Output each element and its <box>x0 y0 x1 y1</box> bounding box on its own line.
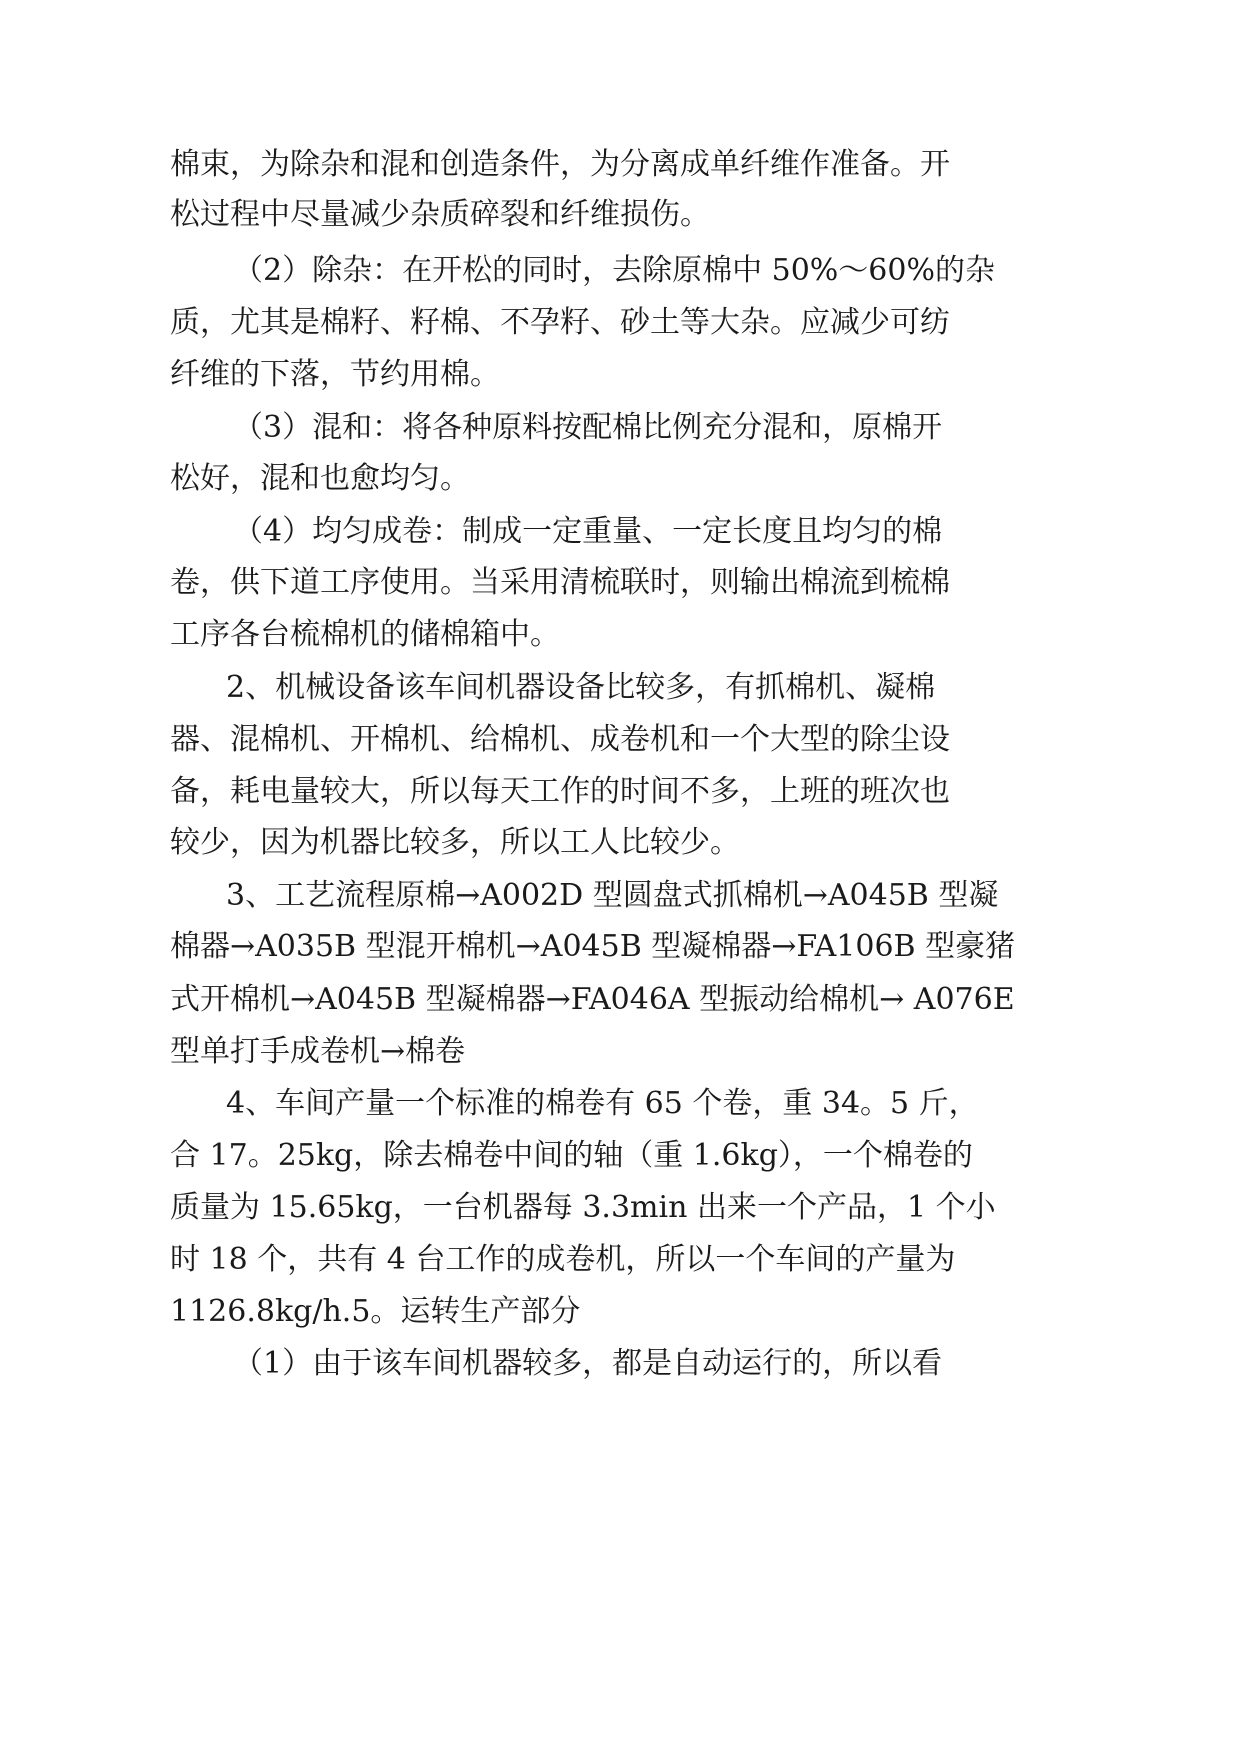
text-line: 2、机械设备该车间机器设备比较多，有抓棉机、凝棉 <box>226 670 936 705</box>
text-line: 棉束，为除杂和混和创造条件，为分离成单纤维作准备。开 <box>170 147 950 182</box>
text-line: （1）由于该车间机器较多，都是自动运行的，所以看 <box>233 1346 943 1381</box>
text-line: 工序各台梳棉机的储棉箱中。 <box>170 617 560 652</box>
text-line: 式开棉机→A045B 型凝棉器→FA046A 型振动给棉机→ A076E <box>170 982 1015 1017</box>
text-line: 较少，因为机器比较多，所以工人比较少。 <box>170 825 740 860</box>
text-line: （2）除杂：在开松的同时，去除原棉中 50%～60%的杂 <box>233 253 995 288</box>
text-line: 3、工艺流程原棉→A002D 型圆盘式抓棉机→A045B 型凝 <box>226 878 999 913</box>
text-line: （3）混和：将各种原料按配棉比例充分混和，原棉开 <box>233 410 943 445</box>
text-line: 棉器→A035B 型混开棉机→A045B 型凝棉器→FA106B 型豪猪 <box>170 929 1016 964</box>
text-line: 质量为 15.65kg，一台机器每 3.3min 出来一个产品，1 个小 <box>170 1190 996 1225</box>
text-line: 合 17。25kg，除去棉卷中间的轴（重 1.6kg），一个棉卷的 <box>170 1138 973 1173</box>
text-line: 4、车间产量一个标准的棉卷有 65 个卷，重 34。5 斤， <box>226 1086 979 1121</box>
text-line: 1126.8kg/h.5。运转生产部分 <box>170 1294 581 1329</box>
text-line: 松过程中尽量减少杂质碎裂和纤维损伤。 <box>170 197 710 232</box>
text-line: 松好，混和也愈均匀。 <box>170 461 470 496</box>
text-line: 卷，供下道工序使用。当采用清梳联时，则输出棉流到梳棉 <box>170 565 950 600</box>
text-line: 质，尤其是棉籽、籽棉、不孕籽、砂土等大杂。应减少可纺 <box>170 305 950 340</box>
text-line: 型单打手成卷机→棉卷 <box>170 1034 466 1069</box>
text-line: （4）均匀成卷：制成一定重量、一定长度且均匀的棉 <box>233 514 943 549</box>
text-line: 纤维的下落，节约用棉。 <box>170 357 500 392</box>
text-line: 时 18 个，共有 4 台工作的成卷机，所以一个车间的产量为 <box>170 1242 956 1277</box>
text-line: 器、混棉机、开棉机、给棉机、成卷机和一个大型的除尘设 <box>170 722 950 757</box>
text-line: 备，耗电量较大，所以每天工作的时间不多，上班的班次也 <box>170 774 950 809</box>
